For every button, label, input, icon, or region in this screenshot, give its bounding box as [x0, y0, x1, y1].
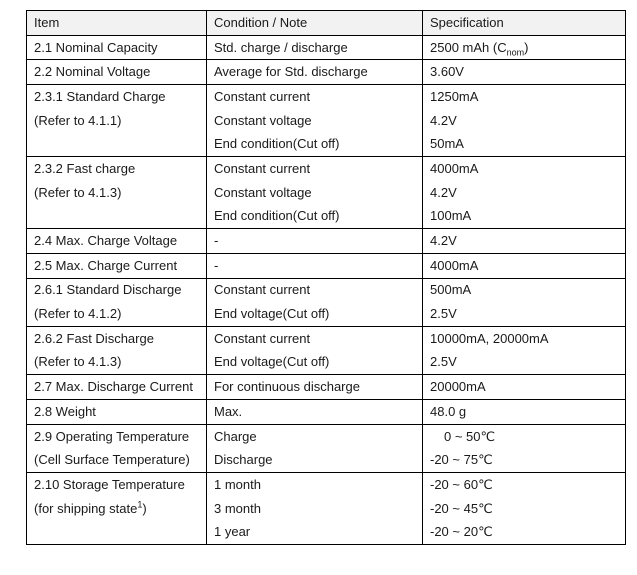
- cell-condition: End condition(Cut off): [207, 132, 423, 156]
- specification-table: [26, 10, 626, 545]
- cell-item: 2.7 Max. Discharge Current: [27, 375, 207, 400]
- cell-item: 2.6.1 Standard Discharge: [27, 278, 207, 302]
- cell-spec: 48.0 g: [423, 400, 626, 425]
- cell-condition: -: [207, 253, 423, 278]
- cell-condition: Constant current: [207, 157, 423, 181]
- cell-condition: End voltage(Cut off): [207, 302, 423, 326]
- cell-condition: 3 month: [207, 497, 423, 521]
- cell-item: (Refer to 4.1.2): [27, 302, 207, 326]
- cell-item: 2.6.2 Fast Discharge: [27, 326, 207, 350]
- table-row: [27, 400, 626, 425]
- item-tail: ): [142, 500, 147, 516]
- cell-spec: 50mA: [423, 132, 626, 156]
- cell-condition: Constant voltage: [207, 181, 423, 205]
- table-row: [27, 278, 626, 302]
- cell-item: 2.10 Storage Temperature: [27, 473, 207, 497]
- cell-condition: Constant current: [207, 326, 423, 350]
- cell-condition: 1 month: [207, 473, 423, 497]
- table-row: [27, 424, 626, 448]
- spec-tail: ): [524, 39, 529, 55]
- cell-spec: 500mA: [423, 278, 626, 302]
- cell-spec: -20 ~ 75℃: [423, 448, 626, 472]
- cell-condition: For continuous discharge: [207, 375, 423, 400]
- cell-condition: Constant voltage: [207, 109, 423, 133]
- cell-spec: -20 ~ 60℃: [423, 473, 626, 497]
- cell-spec: 20000mA: [423, 375, 626, 400]
- cell-item: 2.9 Operating Temperature: [27, 424, 207, 448]
- cell-spec: 1250mA: [423, 85, 626, 109]
- cell-item: 2.8 Weight: [27, 400, 207, 425]
- table-row: [27, 35, 626, 60]
- spec-subscript: nom: [506, 47, 525, 58]
- table-row: [27, 326, 626, 350]
- cell-spec: -20 ~ 20℃: [423, 520, 626, 544]
- table-row: [27, 497, 626, 521]
- cell-item: (Refer to 4.1.1): [27, 109, 207, 133]
- cell-condition: Discharge: [207, 448, 423, 472]
- cell-item: (Refer to 4.1.3): [27, 351, 207, 375]
- cell-condition: Std. charge / discharge: [207, 35, 423, 60]
- cell-condition: -: [207, 229, 423, 254]
- header-condition: Condition / Note: [207, 11, 423, 36]
- cell-spec: 4000mA: [423, 157, 626, 181]
- table-row: [27, 109, 626, 133]
- cell-item: 2.2 Nominal Voltage: [27, 60, 207, 85]
- cell-condition: Constant current: [207, 85, 423, 109]
- spec-text: 0 ~ 50℃: [444, 428, 496, 444]
- table-row: [27, 302, 626, 326]
- cell-spec: [423, 35, 626, 60]
- table-row: [27, 85, 626, 109]
- cell-item: 2.3.2 Fast charge: [27, 157, 207, 181]
- cell-spec: [423, 424, 626, 448]
- table-row: [27, 253, 626, 278]
- cell-item: (Cell Surface Temperature): [27, 448, 207, 472]
- header-row: [27, 11, 626, 36]
- cell-spec: 4.2V: [423, 181, 626, 205]
- table-row: [27, 375, 626, 400]
- cell-spec: 4000mA: [423, 253, 626, 278]
- cell-spec: 2.5V: [423, 351, 626, 375]
- table-row: [27, 448, 626, 472]
- table-row: [27, 132, 626, 156]
- cell-item: [27, 520, 207, 544]
- cell-item: 2.1 Nominal Capacity: [27, 35, 207, 60]
- cell-item: 2.3.1 Standard Charge: [27, 85, 207, 109]
- footnote-marker: 1: [137, 499, 143, 510]
- cell-item: [27, 132, 207, 156]
- cell-spec: -20 ~ 45℃: [423, 497, 626, 521]
- table-row: [27, 205, 626, 229]
- cell-item: 2.5 Max. Charge Current: [27, 253, 207, 278]
- spec-text: 2500 mAh (C: [430, 39, 507, 55]
- cell-item: [27, 497, 207, 521]
- cell-condition: Average for Std. discharge: [207, 60, 423, 85]
- item-text: (for shipping state: [34, 500, 138, 516]
- cell-spec: 3.60V: [423, 60, 626, 85]
- cell-spec: 10000mA, 20000mA: [423, 326, 626, 350]
- table-row: [27, 351, 626, 375]
- table-row: [27, 473, 626, 497]
- cell-condition: End voltage(Cut off): [207, 351, 423, 375]
- cell-condition: Max.: [207, 400, 423, 425]
- cell-spec: 100mA: [423, 205, 626, 229]
- cell-condition: End condition(Cut off): [207, 205, 423, 229]
- cell-condition: 1 year: [207, 520, 423, 544]
- cell-item: [27, 205, 207, 229]
- cell-spec: 2.5V: [423, 302, 626, 326]
- header-specification: Specification: [423, 11, 626, 36]
- table-row: [27, 60, 626, 85]
- cell-spec: 4.2V: [423, 109, 626, 133]
- table-row: [27, 181, 626, 205]
- cell-condition: Charge: [207, 424, 423, 448]
- table-row: [27, 520, 626, 544]
- table-row: [27, 157, 626, 181]
- cell-condition: Constant current: [207, 278, 423, 302]
- table-row: [27, 229, 626, 254]
- cell-spec: 4.2V: [423, 229, 626, 254]
- cell-item: (Refer to 4.1.3): [27, 181, 207, 205]
- header-item: Item: [27, 11, 207, 36]
- cell-item: 2.4 Max. Charge Voltage: [27, 229, 207, 254]
